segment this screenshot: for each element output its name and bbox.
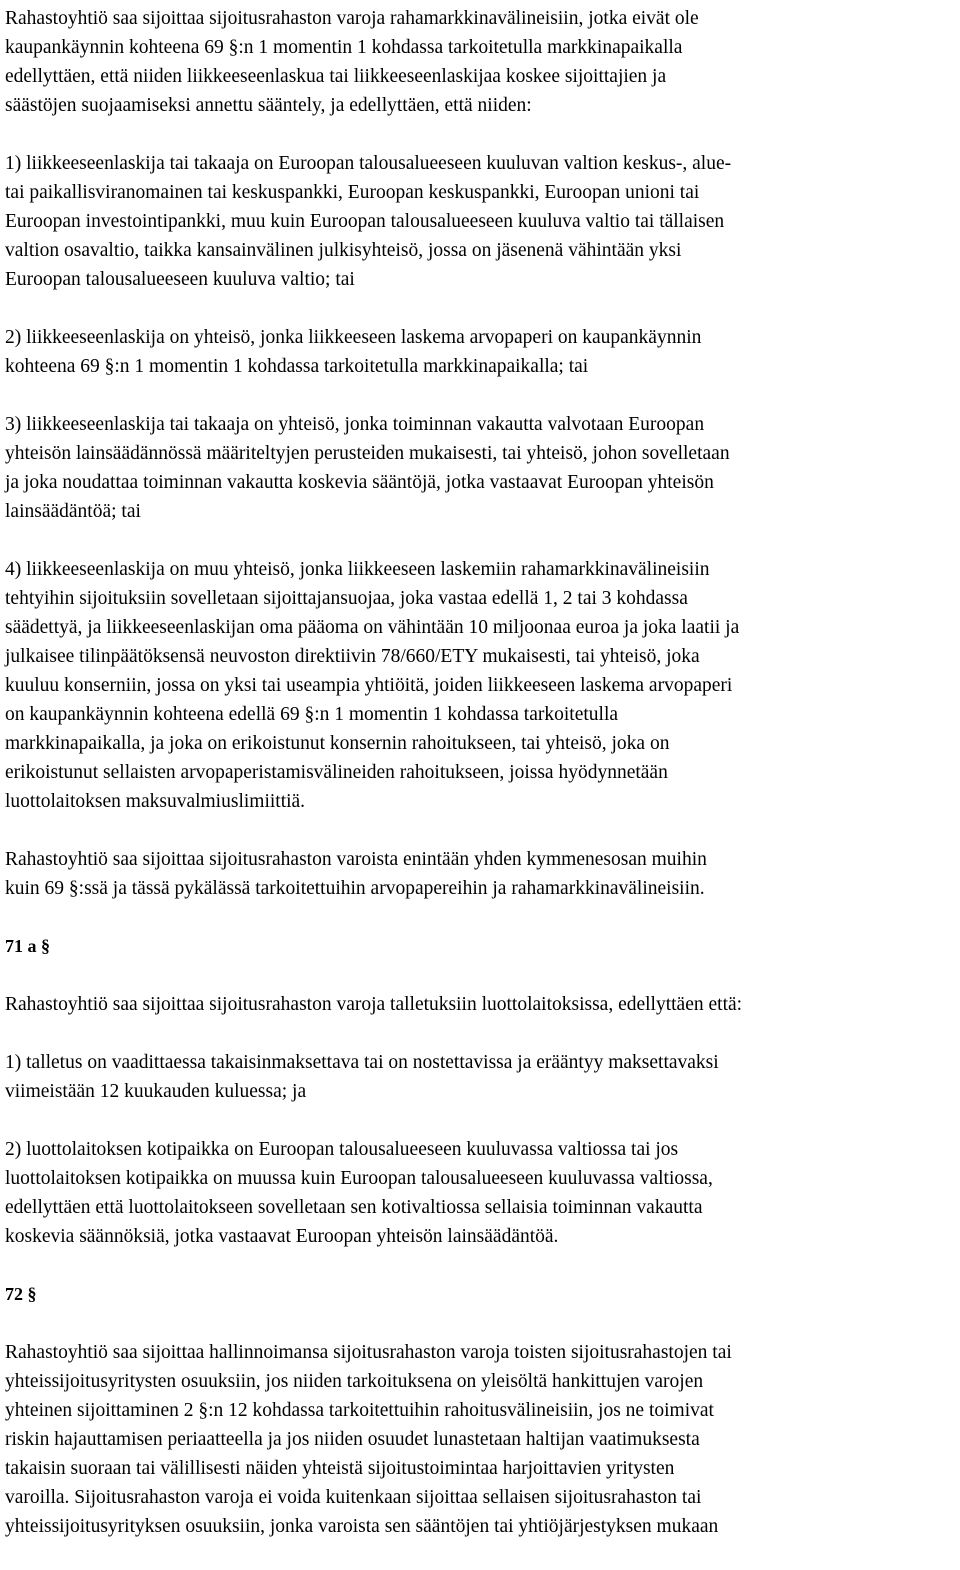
text-line: 4) liikkeeseenlaskija on muu yhteisö, jonka liikkeeseen laskemiin rahamarkkinavälineisiin [5, 559, 710, 580]
text-line: koskevia säännöksiä, jotka vastaavat Euroopan yhteisön lainsäädäntöä. [5, 1226, 559, 1247]
text-line: lainsäädäntöä; tai [5, 501, 141, 522]
text-line: kuuluu konserniin, jossa on yksi tai useampia yhtiöitä, joiden liikkeeseen laskema arvopaperi [5, 675, 733, 696]
section-heading-71a: 71 a § [5, 936, 50, 956]
text-line: Rahastoyhtiö saa sijoittaa sijoitusrahaston varoja rahamarkkinavälineisiin, jotka eivät ole [5, 8, 699, 29]
paragraph-item-2 [5, 323, 955, 381]
text-line: edellyttäen että luottolaitokseen sovelletaan sen kotivaltiossa sellaisia toiminnan vakautta [5, 1197, 703, 1218]
paragraph-item-3 [5, 410, 955, 526]
document-page [5, 4, 955, 1570]
text-line: kuin 69 §:ssä ja tässä pykälässä tarkoitettuihin arvopapereihin ja rahamarkkinavälineisiin. [5, 878, 705, 899]
text-line: markkinapaikalla, ja joka on erikoistunut konsernin rahoitukseen, tai yhteisö, joka on [5, 733, 670, 754]
section-heading-72: 72 § [5, 1284, 37, 1304]
paragraph-item-1 [5, 149, 955, 294]
text-line: säästöjen suojaamiseksi annettu sääntely, ja edellyttäen, että niiden: [5, 95, 532, 116]
text-line: varoilla. Sijoitusrahaston varoja ei voida kuitenkaan sijoittaa sellaisen sijoitusrahaston tai [5, 1487, 702, 1508]
text-line: yhteinen sijoittaminen 2 §:n 12 kohdassa tarkoitettuihin rahoitusvälineisiin, jos ne toimivat [5, 1400, 714, 1421]
text-line: tai paikallisviranomainen tai keskuspankki, Euroopan keskuspankki, Euroopan unioni tai [5, 182, 700, 203]
paragraph-limit [5, 845, 955, 903]
paragraph-71a-item-1 [5, 1048, 955, 1106]
text-line: kohteena 69 §:n 1 momentin 1 kohdassa tarkoitetulla markkinapaikalla; tai [5, 356, 589, 377]
text-line: on kaupankäynnin kohteena edellä 69 §:n 1 momentin 1 kohdassa tarkoitetulla [5, 704, 619, 725]
text-line: yhteisön lainsäädännössä määriteltyjen perusteiden mukaisesti, tai yhteisö, johon sovelletaan [5, 443, 730, 464]
text-line: Euroopan investointipankki, muu kuin Euroopan talousalueeseen kuuluva valtio tai tällaisen [5, 211, 725, 232]
text-line: säädettyä, ja liikkeeseenlaskijan oma pääoma on vähintään 10 miljoonaa euroa ja joka laatii ja [5, 617, 740, 638]
text-line: tehtyihin sijoituksiin sovelletaan sijoittajansuojaa, joka vastaa edellä 1, 2 tai 3 kohdassa [5, 588, 688, 609]
paragraph-intro [5, 4, 955, 120]
text-line: Rahastoyhtiö saa sijoittaa sijoitusrahaston varoja talletuksiin luottolaitoksissa, edellyttäen että: [5, 994, 743, 1015]
text-line: valtion osavaltio, taikka kansainvälinen julkisyhteisö, jossa on jäsenenä vähintään yksi [5, 240, 682, 261]
text-line: luottolaitoksen maksuvalmiuslimiittiä. [5, 791, 306, 812]
text-line: kaupankäynnin kohteena 69 §:n 1 momentin 1 kohdassa tarkoitetulla markkinapaikalla [5, 37, 683, 58]
text-line: erikoistunut sellaisten arvopaperistamisvälineiden rahoitukseen, joissa hyödynnetään [5, 762, 668, 783]
paragraph-72 [5, 1338, 955, 1541]
text-line: takaisin suoraan tai välillisesti näiden yhteistä sijoitustoimintaa harjoittavien yritysten [5, 1458, 675, 1479]
text-line: yhteissijoitusyrityksen osuuksiin, jonka varoista sen sääntöjen tai yhtiöjärjestyksen mukaan [5, 1516, 719, 1537]
text-line: 3) liikkeeseenlaskija tai takaaja on yhteisö, jonka toiminnan vakautta valvotaan Euroopan [5, 414, 705, 435]
text-line: 1) talletus on vaadittaessa takaisinmaksettava tai on nostettavissa ja erääntyy maksettavaksi [5, 1052, 719, 1073]
text-line: Rahastoyhtiö saa sijoittaa hallinnoimansa sijoitusrahaston varoja toisten sijoitusrahastojen tai [5, 1342, 732, 1363]
paragraph-71a-intro [5, 990, 955, 1019]
text-line: julkaisee tilinpäätöksensä neuvoston direktiivin 78/660/ETY mukaisesti, tai yhteisö, joka [5, 646, 700, 667]
text-line: luottolaitoksen kotipaikka on muussa kuin Euroopan talousalueeseen kuuluvassa valtiossa, [5, 1168, 713, 1189]
text-line: 2) liikkeeseenlaskija on yhteisö, jonka liikkeeseen laskema arvopaperi on kaupankäynnin [5, 327, 702, 348]
text-line: Rahastoyhtiö saa sijoittaa sijoitusrahaston varoista enintään yhden kymmenesosan muihin [5, 849, 707, 870]
text-line: ja joka noudattaa toiminnan vakautta koskevia sääntöjä, jotka vastaavat Euroopan yhteisön [5, 472, 714, 493]
text-line: 1) liikkeeseenlaskija tai takaaja on Euroopan talousalueeseen kuuluvan valtion keskus-, alue- [5, 153, 732, 174]
text-line: riskin hajauttamisen periaatteella ja jos niiden osuudet lunastetaan haltijan vaatimuksesta [5, 1429, 700, 1450]
text-line: viimeistään 12 kuukauden kuluessa; ja [5, 1081, 307, 1102]
text-line: edellyttäen, että niiden liikkeeseenlaskua tai liikkeeseenlaskijaa koskee sijoittajien ja [5, 66, 667, 87]
text-line: yhteissijoitusyritysten osuuksiin, jos niiden tarkoituksena on yleisöltä hankittujen varojen [5, 1371, 704, 1392]
text-line: 2) luottolaitoksen kotipaikka on Euroopan talousalueeseen kuuluvassa valtiossa tai jos [5, 1139, 679, 1160]
paragraph-71a-item-2 [5, 1135, 955, 1251]
text-line: Euroopan talousalueeseen kuuluva valtio; tai [5, 269, 355, 290]
paragraph-item-4 [5, 555, 955, 816]
